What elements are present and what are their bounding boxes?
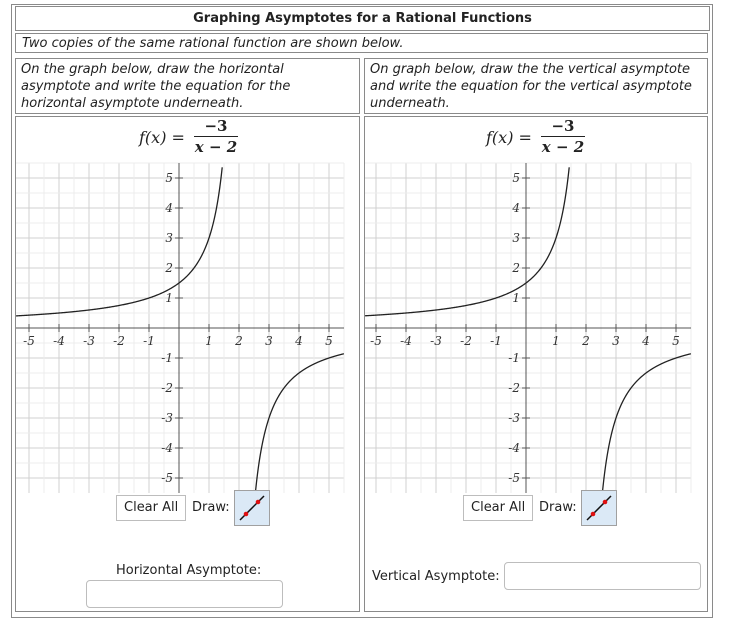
- y-tick-label: 2: [512, 261, 520, 275]
- page-title: Graphing Asymptotes for a Rational Functions: [15, 6, 710, 31]
- horizontal-asymptote-label: Horizontal Asymptote:: [116, 563, 262, 578]
- x-tick-label: 3: [612, 334, 620, 348]
- x-tick-label: 5: [325, 334, 333, 348]
- y-tick-label: 1: [512, 291, 520, 305]
- y-tick-label: -2: [161, 381, 173, 395]
- x-tick-label: 2: [582, 334, 590, 348]
- y-tick-label: -2: [508, 381, 520, 395]
- right-graph-panel: [364, 116, 708, 612]
- function-label: f(x) =: [486, 128, 532, 147]
- x-tick-label: -5: [23, 334, 35, 348]
- x-tick-label: -3: [430, 334, 442, 348]
- y-tick-label: 3: [165, 231, 173, 245]
- draw-label: Draw:: [192, 500, 230, 515]
- line-tool-icon: [235, 491, 269, 525]
- function-label: f(x) =: [139, 128, 185, 147]
- x-tick-label: 2: [235, 334, 243, 348]
- y-tick-label: -5: [161, 471, 173, 485]
- x-tick-label: -3: [83, 334, 95, 348]
- y-tick-label: -1: [161, 351, 173, 365]
- y-tick-label: 3: [512, 231, 520, 245]
- line-tool-button[interactable]: [234, 490, 270, 526]
- y-tick-label: 5: [165, 171, 173, 185]
- left-instruction: On the graph below, draw the horizontal asymptote and write the equation for the horizontal asymptote underneath.: [15, 58, 360, 114]
- x-tick-label: -4: [53, 334, 65, 348]
- y-tick-label: 1: [165, 291, 173, 305]
- denominator: x − 2: [541, 138, 585, 156]
- x-tick-label: -2: [113, 334, 125, 348]
- line-tool-button[interactable]: [581, 490, 617, 526]
- y-tick-label: -1: [508, 351, 520, 365]
- numerator: −3: [204, 117, 228, 135]
- line-tool-icon: [582, 491, 616, 525]
- y-tick-label: -3: [508, 411, 520, 425]
- vertical-asymptote-label: Vertical Asymptote:: [372, 569, 500, 584]
- y-tick-label: -5: [508, 471, 520, 485]
- x-tick-label: -1: [143, 334, 155, 348]
- x-tick-label: -1: [490, 334, 502, 348]
- right-instruction: On graph below, draw the the vertical asymptote and write the equation for the vertical asymptote underneath.: [364, 58, 708, 114]
- y-tick-label: -3: [161, 411, 173, 425]
- graph-canvas[interactable]: [365, 117, 709, 497]
- denominator: x − 2: [194, 138, 238, 156]
- x-tick-label: 5: [672, 334, 680, 348]
- y-tick-label: -4: [161, 441, 173, 455]
- intro-text: Two copies of the same rational function are shown below.: [15, 33, 708, 53]
- x-tick-label: 1: [205, 334, 213, 348]
- clear-all-button[interactable]: Clear All: [463, 495, 533, 521]
- clear-all-button[interactable]: Clear All: [116, 495, 186, 521]
- x-tick-label: 1: [552, 334, 560, 348]
- draw-label: Draw:: [539, 500, 577, 515]
- horizontal-asymptote-input[interactable]: [86, 580, 283, 608]
- y-tick-label: 4: [165, 201, 173, 215]
- y-tick-label: 5: [512, 171, 520, 185]
- vertical-asymptote-input[interactable]: [504, 562, 701, 590]
- y-tick-label: 4: [512, 201, 520, 215]
- left-graph-panel: [15, 116, 360, 612]
- y-tick-label: 2: [165, 261, 173, 275]
- y-tick-label: -4: [508, 441, 520, 455]
- function-curve-left-branch: [365, 167, 569, 316]
- x-tick-label: 3: [265, 334, 273, 348]
- x-tick-label: -5: [370, 334, 382, 348]
- graph-canvas[interactable]: [16, 117, 361, 497]
- x-tick-label: 4: [295, 334, 303, 348]
- x-tick-label: 4: [642, 334, 650, 348]
- numerator: −3: [551, 117, 575, 135]
- x-tick-label: -2: [460, 334, 472, 348]
- x-tick-label: -4: [400, 334, 412, 348]
